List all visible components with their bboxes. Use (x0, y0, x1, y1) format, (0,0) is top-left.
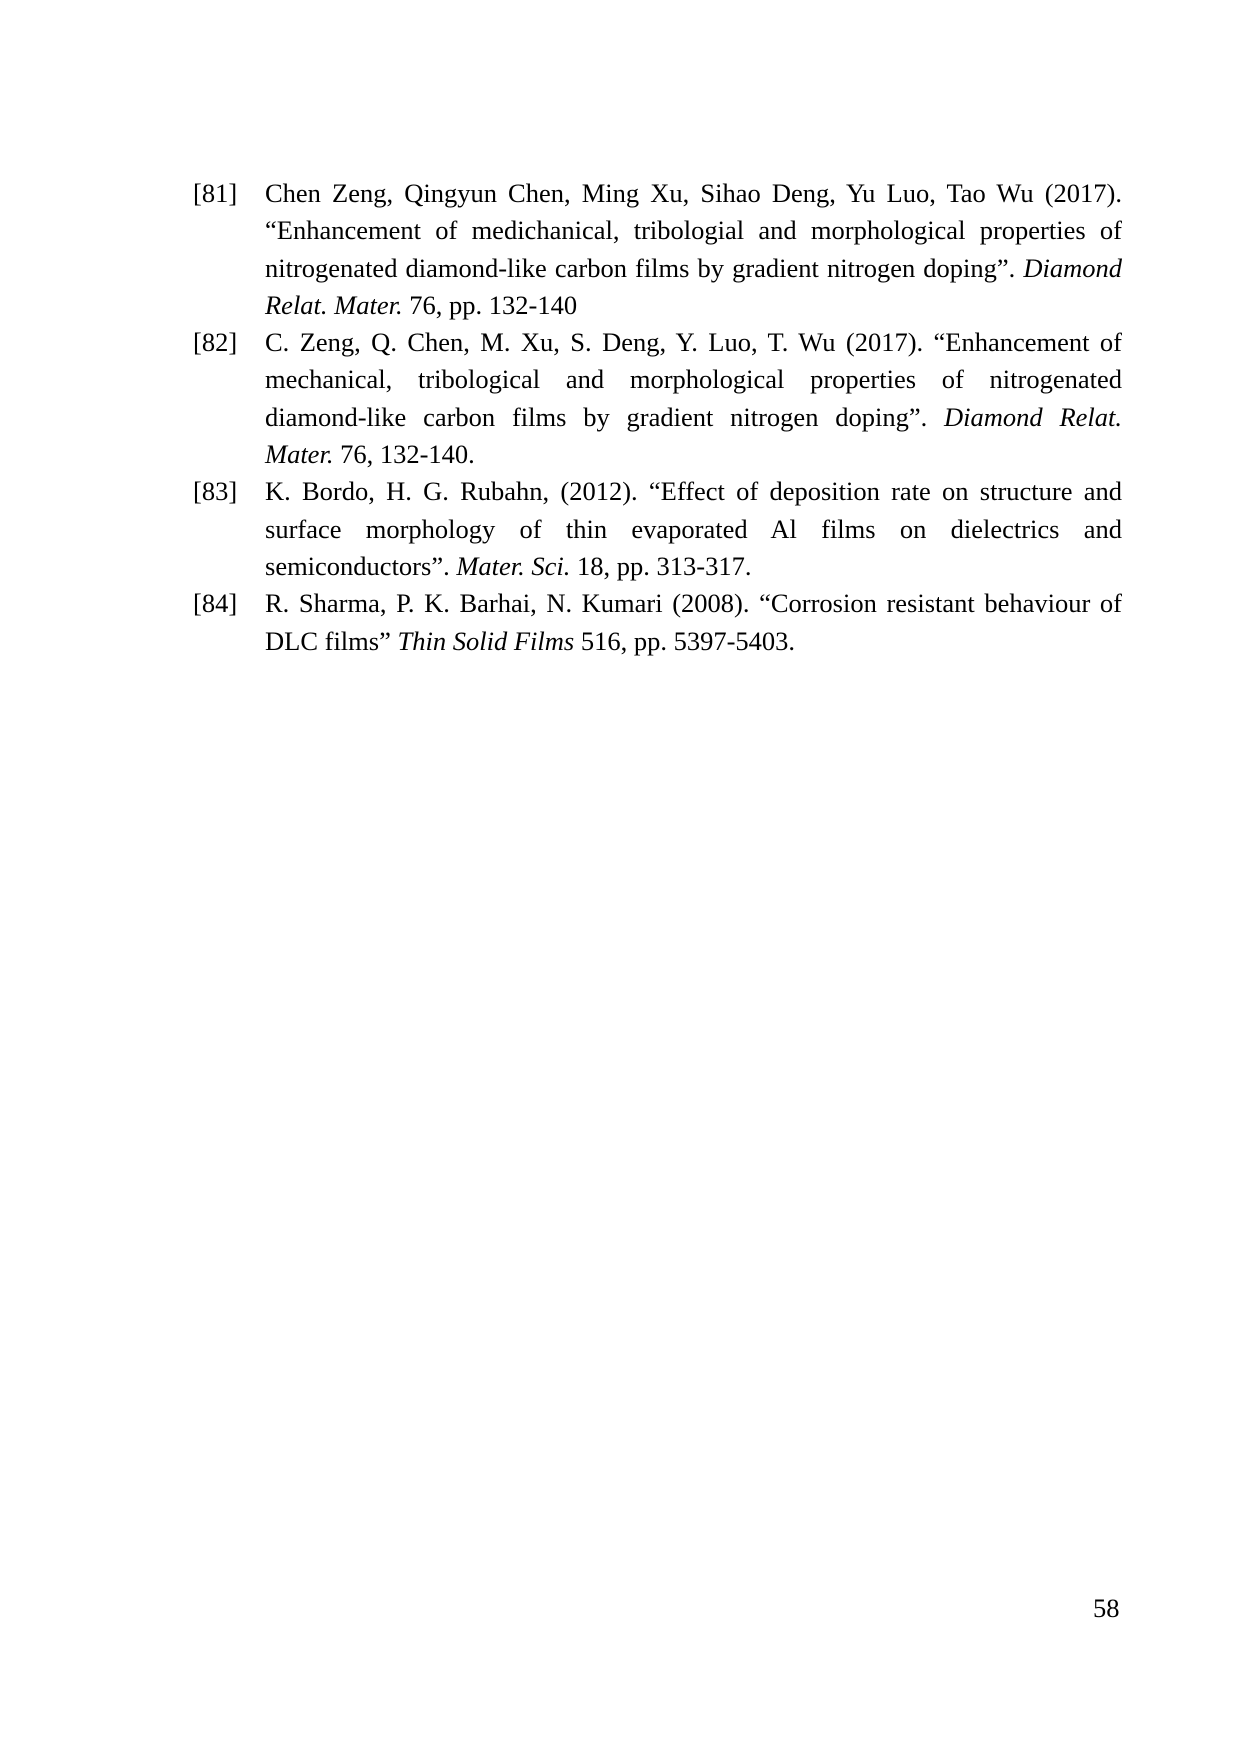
reference-text-segment: 516, pp. 5397-5403. (574, 625, 796, 656)
reference-line (265, 324, 1122, 361)
reference-text-segment: 76, pp. 132-140 (402, 289, 578, 320)
reference-text-segment: nitrogenated diamond-like carbon films by gradient nitrogen doping”. (265, 252, 1024, 283)
reference-journal-name: Mater. (265, 439, 334, 470)
reference-number: [82] (193, 327, 238, 358)
reference-item-84 (193, 585, 1122, 660)
reference-number: [81] (193, 178, 238, 208)
reference-text (265, 175, 1122, 324)
reference-line (265, 175, 1122, 212)
reference-text (265, 473, 1122, 585)
reference-text-segment: R. Sharma, P. K. Barhai, N. Kumari (2008). “Corrosion resistant behaviour of (265, 588, 1122, 619)
reference-line (265, 585, 1122, 622)
references-list (193, 175, 1122, 660)
reference-text-segment: 76, 132-140. (333, 439, 475, 470)
reference-text-segment: C. Zeng, Q. Chen, M. Xu, S. Deng, Y. Luo, T. Wu (2017). “Enhancement of (265, 327, 1122, 358)
reference-line (265, 511, 1122, 548)
reference-journal-name: Relat. Mater. (265, 289, 403, 320)
reference-number: [83] (193, 476, 238, 507)
reference-line (265, 287, 1122, 324)
reference-text (265, 585, 1122, 660)
reference-line (265, 399, 1122, 436)
reference-line (265, 473, 1122, 510)
reference-journal-name: Thin Solid Films (397, 625, 575, 656)
reference-number: [84] (193, 588, 238, 619)
reference-text-segment: mechanical, tribological and morphological properties of nitrogenated (265, 364, 1122, 395)
reference-line (265, 250, 1122, 287)
reference-text-segment: K. Bordo, H. G. Rubahn, (2012). “Effect of deposition rate on structure and (265, 476, 1122, 507)
reference-text-segment: “Enhancement of medichanical, tribologial and morphological properties of (265, 215, 1122, 246)
reference-text-segment: 18, pp. 313-317. (570, 550, 752, 581)
reference-line (265, 361, 1122, 398)
reference-item-82 (193, 324, 1122, 473)
reference-text-segment: surface morphology of thin evaporated Al films on dielectrics and (265, 513, 1122, 544)
reference-text-segment: DLC films” (265, 625, 398, 656)
reference-journal-name: Diamond (1023, 252, 1122, 283)
reference-line (265, 436, 1122, 473)
reference-text (265, 324, 1122, 473)
reference-item-83 (193, 473, 1122, 585)
reference-journal-name: Diamond Relat. (944, 401, 1123, 432)
page-number: 58 (1093, 1593, 1120, 1623)
reference-text-segment: Chen Zeng, Qingyun Chen, Ming Xu, Sihao Deng, Yu Luo, Tao Wu (2017). (265, 178, 1122, 208)
reference-item-81 (193, 175, 1122, 324)
reference-journal-name: Mater. Sci. (456, 550, 571, 581)
reference-line (265, 548, 1122, 585)
reference-line (265, 623, 1122, 660)
reference-text-segment: diamond-like carbon films by gradient nitrogen doping”. (265, 401, 945, 432)
reference-text-segment: semiconductors”. (265, 550, 457, 581)
reference-line (265, 212, 1122, 249)
